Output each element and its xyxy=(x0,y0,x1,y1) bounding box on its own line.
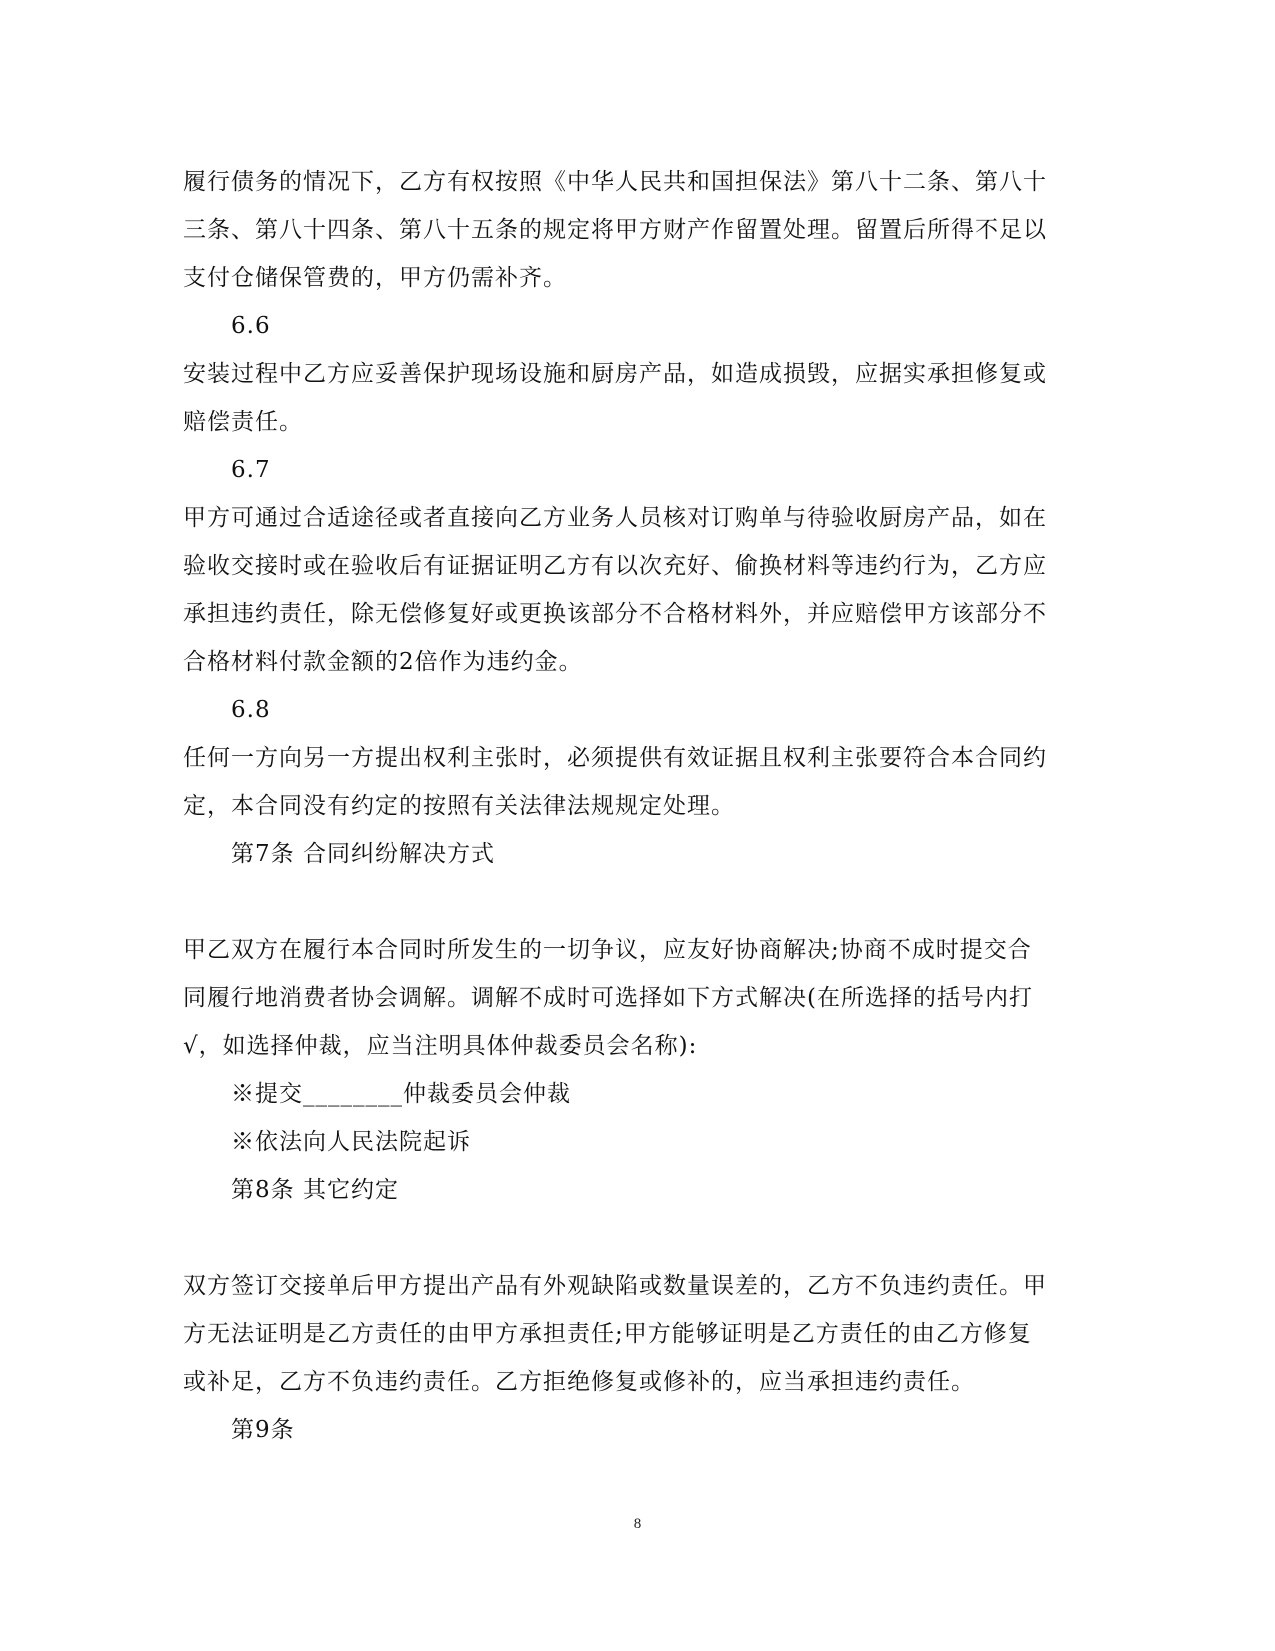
body-line: 方无法证明是乙方责任的由甲方承担责任;甲方能够证明是乙方责任的由乙方修复 xyxy=(183,1321,1032,1347)
option-item: ※提交________仲裁委员会仲裁 xyxy=(231,1081,571,1107)
body-line: 双方签订交接单后甲方提出产品有外观缺陷或数量误差的，乙方不负违约责任。甲 xyxy=(183,1273,1047,1299)
body-line: √，如选择仲裁，应当注明具体仲裁委员会名称): xyxy=(183,1033,698,1059)
body-line: 支付仓储保管费的，甲方仍需补齐。 xyxy=(183,265,567,291)
blank-line xyxy=(183,1214,1088,1262)
article-heading: 第9条 xyxy=(231,1417,295,1443)
clause-number: 6.7 xyxy=(231,457,271,483)
body-line: 或补足，乙方不负违约责任。乙方拒绝修复或修补的，应当承担违约责任。 xyxy=(183,1369,975,1395)
body-line: 赔偿责任。 xyxy=(183,409,303,435)
article-heading: 第7条 合同纠纷解决方式 xyxy=(231,841,495,867)
body-line: 甲乙双方在履行本合同时所发生的一切争议，应友好协商解决;协商不成时提交合 xyxy=(183,937,1032,963)
body-line: 承担违约责任，除无偿修复好或更换该部分不合格材料外，并应赔偿甲方该部分不 xyxy=(183,601,1047,627)
article-heading: 第8条 其它约定 xyxy=(231,1177,399,1203)
document-body xyxy=(183,158,1088,1454)
body-line: 定，本合同没有约定的按照有关法律法规规定处理。 xyxy=(183,793,735,819)
body-line: 甲方可通过合适途径或者直接向乙方业务人员核对订购单与待验收厨房产品，如在 xyxy=(183,505,1047,531)
clause-number: 6.6 xyxy=(231,313,271,339)
option-item: ※依法向人民法院起诉 xyxy=(231,1129,471,1155)
body-line: 任何一方向另一方提出权利主张时，必须提供有效证据且权利主张要符合本合同约 xyxy=(183,745,1047,771)
body-line: 履行债务的情况下，乙方有权按照《中华人民共和国担保法》第八十二条、第八十 xyxy=(183,169,1047,195)
body-line: 验收交接时或在验收后有证据证明乙方有以次充好、偷换材料等违约行为，乙方应 xyxy=(183,553,1047,579)
body-line: 安装过程中乙方应妥善保护现场设施和厨房产品，如造成损毁，应据实承担修复或 xyxy=(183,361,1047,387)
body-line: 同履行地消费者协会调解。调解不成时可选择如下方式解决(在所选择的括号内打 xyxy=(183,985,1033,1011)
blank-line xyxy=(183,878,1088,926)
body-line: 三条、第八十四条、第八十五条的规定将甲方财产作留置处理。留置后所得不足以 xyxy=(183,217,1047,243)
page-number: 8 xyxy=(633,1516,642,1532)
body-line: 合格材料付款金额的2倍作为违约金。 xyxy=(183,649,583,675)
clause-number: 6.8 xyxy=(231,697,271,723)
